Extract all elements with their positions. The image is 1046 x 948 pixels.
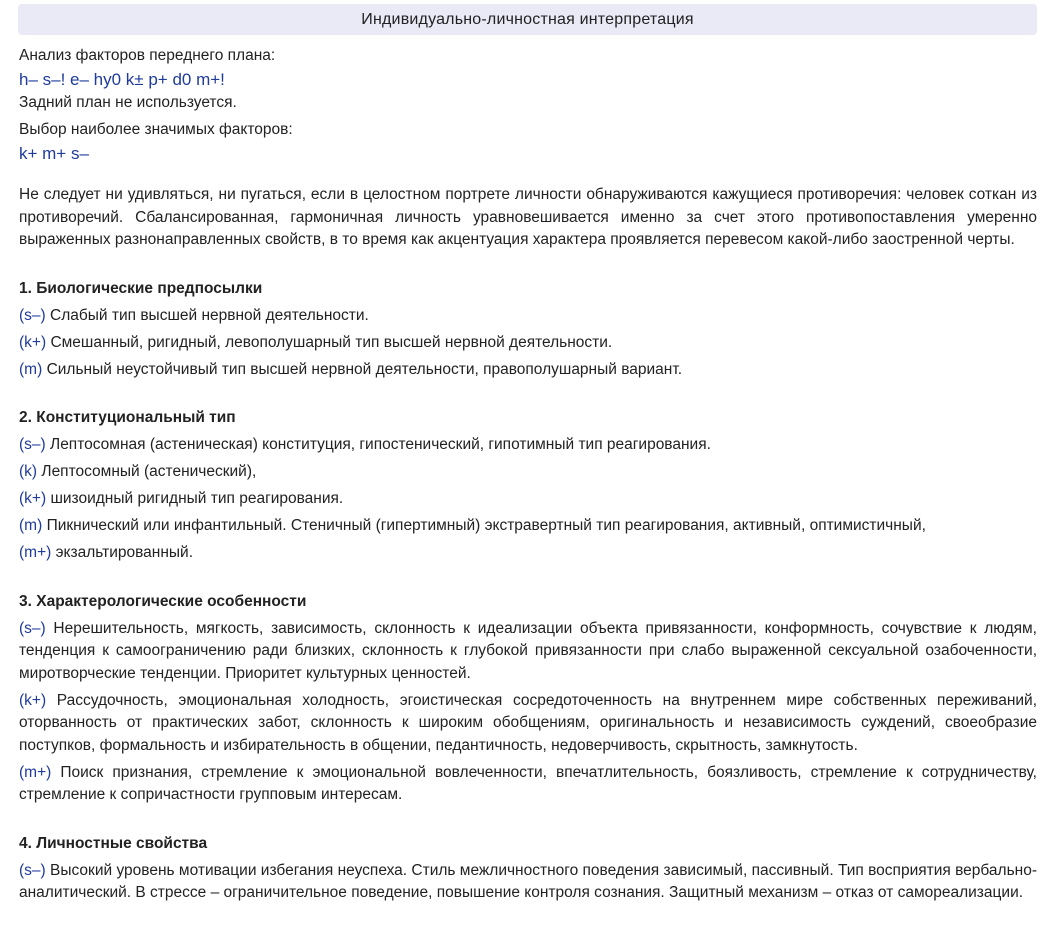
factor-tag: (s–) [19, 436, 46, 453]
item-text: Сильный неустойчивый тип высшей нервной деятельности, правополушарный вариант. [46, 360, 683, 378]
intro-paragraph: Не следует ни удивляться, ни пугаться, если в целостном портрете личности обнаруживаются кажущиеся противоречия: человек соткан из противоречий. Сбалансированная, гармоничная личность уравновешивается именно за счет этого противопоставления умеренно выраженных разнонаправленных свойств, в то время как акцентуация характера проявляется перевесом какой-либо заостренной черты. [19, 186, 1037, 248]
foreground-label: Анализ факторов переднего плана: [19, 47, 276, 64]
factor-tag: (s–) [19, 306, 46, 324]
item-text: шизоидный ригидный тип реагирования. [50, 490, 344, 507]
factor-tag: (m) [19, 360, 43, 378]
item-text: Лептосомная (астеническая) конституция, гипостенический, гипотимный тип реагирования. [50, 436, 711, 453]
factor-tag: (m) [19, 517, 43, 534]
list-item [19, 618, 1037, 686]
list-item [19, 542, 1037, 565]
section-heading: 4. Личностные свойства [19, 834, 208, 852]
background-note: Задний план не используется. [19, 94, 237, 111]
list-item [19, 305, 1037, 328]
factor-tag: (k) [19, 463, 38, 480]
report-content [19, 45, 1037, 909]
factor-tag: (s–) [19, 861, 46, 879]
item-text: экзальтированный. [55, 544, 194, 561]
item-text: Лептосомный (астенический), [41, 463, 257, 480]
list-item [19, 461, 1037, 484]
item-text: Смешанный, ригидный, левополушарный тип высшей нервной деятельности. [50, 333, 613, 351]
factor-tag: (k+) [19, 333, 47, 351]
section-heading: 1. Биологические предпосылки [19, 279, 263, 297]
factor-tag: (s–) [19, 619, 46, 637]
list-item [19, 434, 1037, 457]
factor-tag: (m+) [19, 544, 52, 561]
list-item [19, 488, 1037, 511]
section-header [18, 4, 1037, 35]
factor-tag: (m+) [19, 763, 52, 781]
selection-label: Выбор наиболее значимых факторов: [19, 121, 293, 138]
item-text: Нерешительность, мягкость, зависимость, склонность к идеализации объекта привязанности, конформность, сочувствие к людям, тенденция к самоограничению ради близких, склонность к глубокой привязанности при слабо выраженной сексуальной озабоченности, миротворческие тенденции. Приоритет культурных ценностей. [19, 619, 1037, 682]
section-heading: 2. Конституциональный тип [19, 409, 236, 426]
item-text: Высокий уровень мотивации избегания неуспеха. Стиль межличностного поведения зависимый, пассивный. Тип восприятия вербально-аналитический. В стрессе – ограничительное поведение, повышение контроля сознания. Защитный механизм – отказ от самореализации. [19, 861, 1037, 901]
list-item [19, 860, 1037, 905]
item-text: Рассудочность, эмоциональная холодность, эгоистическая сосредоточенность на внутреннем мире собственных переживаний, оторванность от практических забот, склонность к широким обобщениям, оригинальность и независимость суждений, своеобразие поступков, формальность и избирательность в общении, педантичность, недоверчивость, скрытность, замкнутость. [19, 691, 1038, 754]
list-item [19, 762, 1037, 807]
selection-codes: k+ m+ s– [19, 144, 89, 163]
factor-tag: (k+) [19, 490, 47, 507]
list-item [19, 690, 1037, 758]
list-item [19, 359, 1037, 382]
item-text: Слабый тип высшей нервной деятельности. [50, 306, 369, 324]
section-heading: 3. Характерологические особенности [19, 592, 307, 610]
foreground-codes: h– s–! e– hy0 k± p+ d0 m+! [19, 70, 225, 89]
list-item [19, 515, 1037, 538]
factor-tag: (k+) [19, 691, 47, 709]
header-title: Индивидуально-личностная интерпретация [361, 10, 694, 28]
item-text: Пикнический или инфантильный. Стеничный (гипертимный) экстравертный тип реагирования, активный, оптимистичный, [46, 517, 926, 534]
item-text: Поиск признания, стремление к эмоциональной вовлеченности, впечатлительность, боязливость, стремление к сотрудничеству, стремление к сопричастности групповым интересам. [19, 763, 1037, 803]
list-item [19, 332, 1037, 355]
